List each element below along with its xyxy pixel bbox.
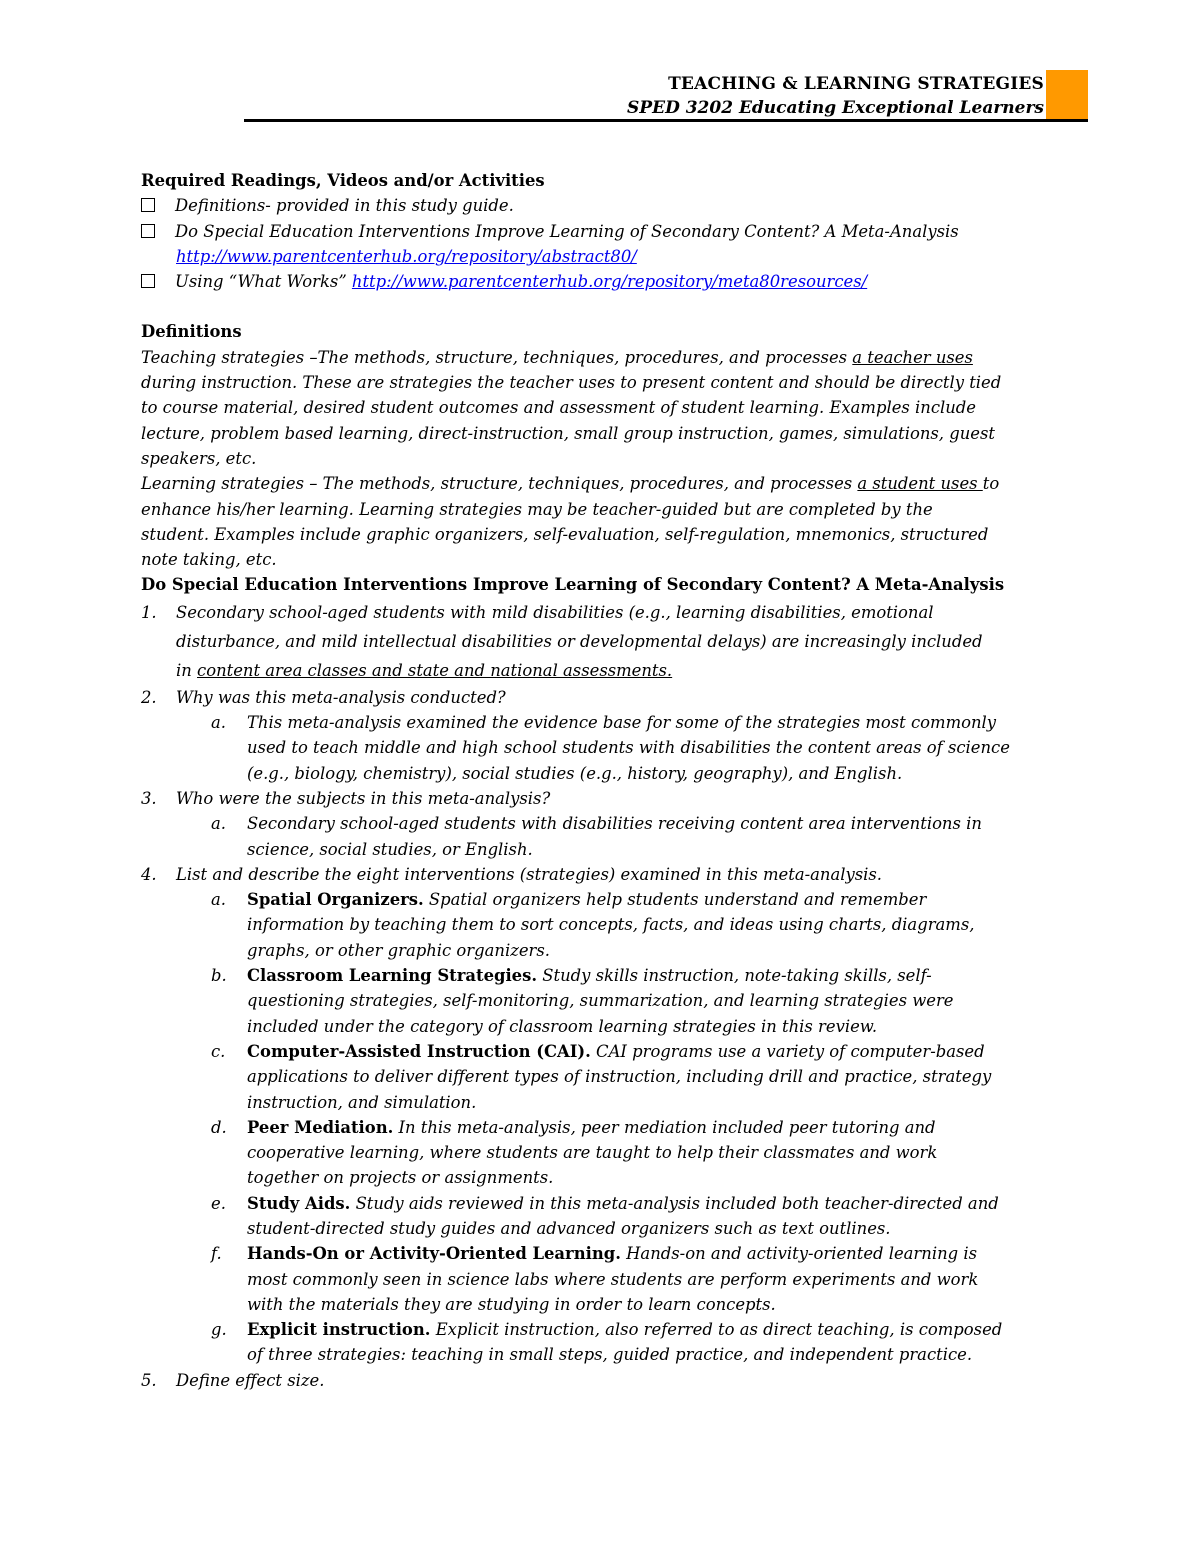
readings-heading: Required Readings, Videos and/or Activities [141, 171, 545, 190]
learning-strategies-line: student. Examples include graphic organizers, self-evaluation, self-regulation, mnemonics, structured [141, 524, 989, 544]
intervention-line: graphs, or other graphic organizers. [247, 940, 550, 960]
teaching-strategies-def: Teaching strategies –The methods, structure, techniques, procedures, and processes a teacher uses [141, 347, 973, 367]
intervention-line: student-directed study guides and advanced organizers such as text outlines. [247, 1218, 891, 1238]
intervention-peer-mediation: d. Peer Mediation. In this meta-analysis, peer mediation included peer tutoring and [211, 1117, 936, 1137]
answer-line: science, social studies, or English. [247, 839, 533, 859]
intervention-study-aids: e. Study Aids. Study aids reviewed in this meta-analysis included both teacher-directed and [211, 1193, 999, 1213]
question-4: 4. List and describe the eight interventions (strategies) examined in this meta-analysis. [141, 864, 883, 884]
intervention-spatial-organizers: a. Spatial Organizers. Spatial organizers help students understand and remember [211, 890, 927, 910]
header-title: TEACHING & LEARNING STRATEGIES [668, 74, 1044, 94]
question-1: 1. Secondary school-aged students with mild disabilities (e.g., learning disabilities, emotional [141, 602, 934, 622]
learning-strategies-def: Learning strategies – The methods, structure, techniques, procedures, and processes a student uses to [141, 474, 1000, 494]
intervention-line: with the materials they are studying in order to learn concepts. [247, 1294, 776, 1314]
intervention-line: questioning strategies, self-monitoring, summarization, and learning strategies were [247, 991, 954, 1011]
question-1-line: in content area classes and state and national assessments. [176, 660, 673, 680]
intervention-explicit-instruction: g. Explicit instruction. Explicit instruction, also referred to as direct teaching, is composed [211, 1320, 1003, 1340]
teaching-strategies-line: during instruction. These are strategies the teacher uses to present content and should be directly tied [141, 373, 1002, 393]
header-accent-block [1046, 70, 1088, 119]
answer-line: (e.g., biology, chemistry), social studies (e.g., history, geography), and English. [247, 763, 903, 783]
abstract80-link[interactable]: http://www.parentcenterhub.org/repository/abstract80/ [176, 246, 637, 266]
meta-analysis-heading: Do Special Education Interventions Improve Learning of Secondary Content? A Meta-Analysis [141, 575, 1005, 595]
question-3: 3. Who were the subjects in this meta-analysis? [141, 788, 551, 808]
question-1-line: disturbance, and mild intellectual disabilities or developmental delays) are increasingly included [176, 631, 983, 651]
answer-line: used to teach middle and high school students with disabilities the content areas of science [247, 738, 1010, 758]
intervention-line: of three strategies: teaching in small steps, guided practice, and independent practice. [247, 1345, 973, 1365]
intervention-line: most commonly seen in science labs where students are perform experiments and work [247, 1269, 979, 1289]
question-2: 2. Why was this meta-analysis conducted? [141, 687, 506, 707]
header-rule [244, 119, 1088, 122]
definitions-heading: Definitions [141, 322, 242, 342]
intervention-line: included under the category of classroom learning strategies in this review. [247, 1016, 878, 1036]
reading-item-2: Do Special Education Interventions Improve Learning of Secondary Content? A Meta-Analysis [141, 219, 1066, 244]
intervention-classroom-learning: b. Classroom Learning Strategies. Study skills instruction, note-taking skills, self- [211, 966, 932, 986]
reading-item-1: Definitions- provided in this study guide. [141, 193, 1066, 218]
question-5: 5. Define effect size. [141, 1370, 325, 1390]
intervention-line: instruction, and simulation. [247, 1092, 477, 1112]
document-body [141, 168, 1066, 1393]
meta80resources-link[interactable]: http://www.parentcenterhub.org/repository/meta80resources/ [351, 272, 868, 292]
teaching-strategies-line: speakers, etc. [141, 448, 257, 468]
intervention-line: applications to deliver different types of instruction, including drill and practice, strategy [247, 1067, 992, 1087]
checkbox-icon[interactable] [141, 198, 155, 212]
intervention-cai: c. Computer-Assisted Instruction (CAI). CAI programs use a variety of computer-based [211, 1041, 985, 1061]
intervention-line: cooperative learning, where students are taught to help their classmates and work [247, 1143, 938, 1163]
question-2-answer: a. This meta-analysis examined the evidence base for some of the strategies most commonly [211, 713, 997, 733]
header-subtitle: SPED 3202 Educating Exceptional Learners [627, 98, 1044, 118]
learning-strategies-line: enhance his/her learning. Learning strategies may be teacher-guided but are completed by the [141, 499, 933, 519]
teaching-strategies-line: lecture, problem based learning, direct-instruction, small group instruction, games, simulations, guest [141, 423, 995, 443]
reading-item-3: Using “What Works” http://www.parentcenterhub.org/repository/meta80resources/ [141, 269, 1066, 294]
intervention-hands-on: f. Hands-On or Activity-Oriented Learning. Hands-on and activity-oriented learning is [211, 1244, 977, 1264]
page-header [244, 72, 1044, 120]
question-3-answer: a. Secondary school-aged students with disabilities receiving content area interventions in [211, 814, 982, 834]
learning-strategies-line: note taking, etc. [141, 550, 277, 570]
teaching-strategies-line: to course material, desired student outcomes and assessment of student learning. Examples include [141, 398, 976, 418]
checkbox-icon[interactable] [141, 224, 155, 238]
intervention-line: together on projects or assignments. [247, 1168, 554, 1188]
reading-item-2-link-row [141, 244, 1066, 269]
intervention-line: information by teaching them to sort concepts, facts, and ideas using charts, diagrams, [247, 915, 975, 935]
checkbox-icon[interactable] [141, 274, 155, 288]
